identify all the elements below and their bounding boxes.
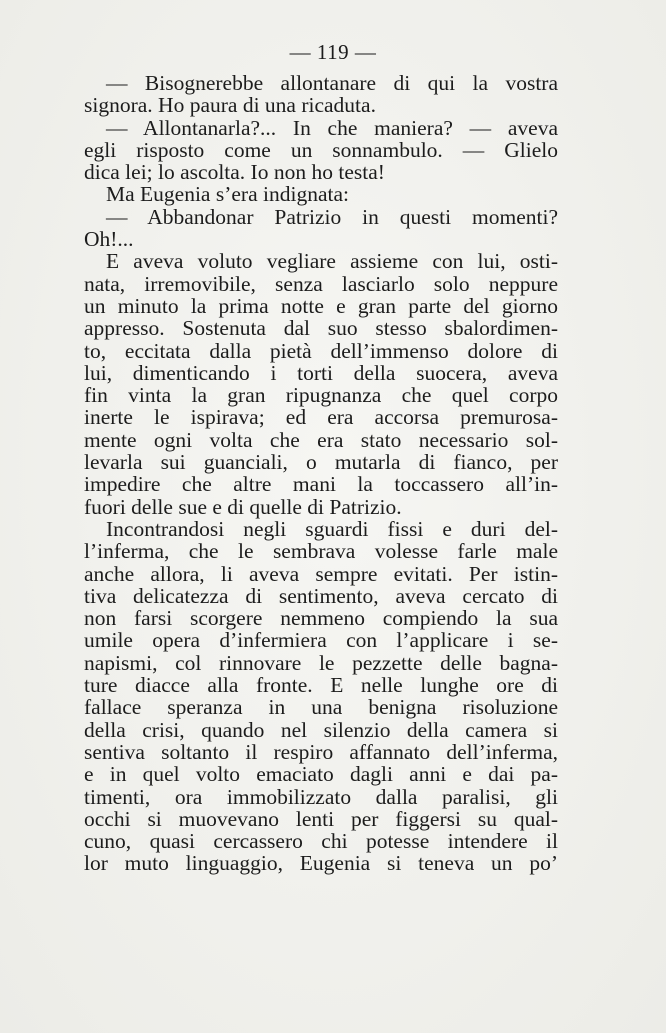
text-line: timenti, ora immobilizzato dalla paralisi, gli — [84, 784, 558, 809]
text-line: fin vinta la gran ripugnanza che quel corpo — [84, 383, 558, 408]
text-line: egli risposto come un sonnambulo. — Glielo — [84, 137, 558, 162]
text-line: — Allontanarla?... In che maniera? — aveva — [106, 115, 558, 140]
text-line: della crisi, quando nel silenzio della camera si — [84, 717, 558, 742]
text-line: — Abbandonar Patrizio in questi momenti? — [106, 204, 558, 229]
text-line: l’inferma, che le sembrava volesse farle male — [84, 539, 558, 564]
text-line: Ma Eugenia s’era indignata: — [106, 182, 349, 207]
text-line: Oh!... — [84, 227, 134, 252]
text-line: inerte le ispirava; ed era accorsa premurosa- — [84, 405, 558, 430]
text-line: levarla sui guanciali, o mutarla di fianco, per — [84, 450, 558, 475]
text-line: non farsi scorgere nemmeno compiendo la sua — [84, 606, 558, 631]
text-line: napismi, col rinnovare le pezzette delle bagna- — [84, 650, 558, 675]
text-line: signora. Ho paura di una ricaduta. — [84, 93, 376, 118]
text-line: lui, dimenticando i torti della suocera, aveva — [84, 360, 558, 385]
text-line: dica lei; lo ascolta. Io non ho testa! — [84, 160, 385, 185]
text-line: ture diacce alla fronte. E nelle lunghe ore di — [84, 673, 558, 698]
text-line: tiva delicatezza di sentimento, aveva cercato di — [84, 583, 558, 608]
text-line: fuori delle sue e di quelle di Patrizio. — [84, 494, 402, 519]
text-line: mente ogni volta che era stato necessario sol- — [84, 427, 558, 452]
body-text — [84, 72, 558, 875]
text-line: anche allora, li aveva sempre evitati. Per istin- — [84, 561, 558, 586]
text-line: lor muto linguaggio, Eugenia si teneva un po’ — [84, 851, 558, 876]
text-line: appresso. Sostenuta dal suo stesso sbalordimen- — [84, 316, 558, 341]
text-line: Incontrandosi negli sguardi fissi e duri del- — [106, 516, 558, 541]
text-line: occhi si muovevano lenti per figgersi su qual- — [84, 806, 558, 831]
text-line: nata, irremovibile, senza lasciarlo solo neppure — [84, 271, 558, 296]
text-line: sentiva soltanto il respiro affannato dell’inferma, — [84, 739, 558, 764]
text-line: umile opera d’infermiera con l’applicare i se- — [84, 628, 558, 653]
text-line: un minuto la prima notte e gran parte del giorno — [84, 293, 558, 318]
text-line: cuno, quasi cercassero chi potesse intendere il — [84, 829, 558, 854]
text-line: — Bisognerebbe allontanare di qui la vostra — [106, 71, 558, 95]
text-line: to, eccitata dalla pietà dell’immenso dolore di — [84, 338, 558, 363]
text-line: fallace speranza in una benigna risoluzione — [84, 695, 558, 720]
text-line: impedire che altre mani la toccassero all’in- — [84, 472, 558, 497]
text-line: E aveva voluto vegliare assieme con lui, osti- — [106, 249, 558, 274]
text-line: e in quel volto emaciato dagli anni e dai pa- — [84, 762, 558, 787]
page-number: — 119 — — [289, 40, 377, 64]
